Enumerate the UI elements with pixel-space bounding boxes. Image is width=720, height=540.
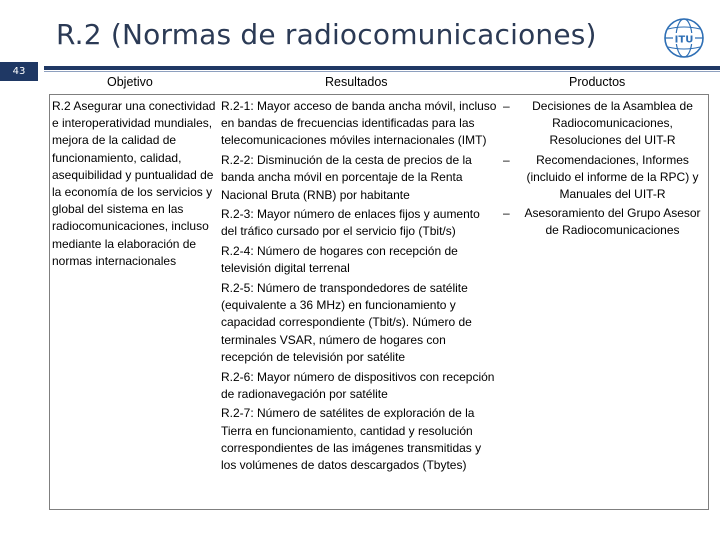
header-objetivo: Objetivo — [107, 75, 153, 89]
itu-logo-icon — [662, 16, 706, 60]
resultado-item: R.2-1: Mayor acceso de banda ancha móvil, incluso en bandas de frecuencias identificadas para las telecomunicaciones móviles internacionales (IMT) — [221, 99, 497, 148]
bullet-dash: – — [503, 206, 510, 221]
slide-title: R.2 (Normas de radiocomunicaciones) — [56, 18, 597, 51]
producto-item — [502, 152, 706, 204]
bullet-dash: – — [503, 99, 510, 113]
resultado-item: R.2-6: Mayor número de dispositivos con recepción de radionavegación por satélite — [221, 369, 495, 401]
resultados-list — [221, 98, 497, 477]
logo-text: ITU — [674, 34, 694, 46]
resultado-item: R.2-2: Disminución de la cesta de precios de la banda ancha móvil en porcentaje de la Renta Nacional Bruta (RNB) por habitante — [221, 153, 472, 202]
resultado-item: R.2-3: Mayor número de enlaces fijos y aumento del tráfico cursado por el servicio fijo (Tbit/s) — [221, 207, 480, 239]
producto-item — [502, 98, 706, 150]
resultado-item: R.2-7: Número de satélites de exploración de la Tierra en funcionamiento, cantidad y resolución correspondientes de las imágenes transmitidas y los volúmenes de datos descargados (Tbytes) — [221, 406, 482, 473]
resultado-item: R.2-4: Número de hogares con recepción de televisión digital terrenal — [221, 244, 458, 276]
producto-text: Asesoramiento del Grupo Asesor de Radiocomunicaciones — [524, 206, 701, 238]
objetivo-text: R.2 Asegurar una conectividad e interoperatividad mundiales, mejora de la calidad de funcionamiento, calidad, asequibilidad y puntualidad de la economía de los servicios y global del sistema en las radiocomunicaciones, incluso mediante la elaboración de normas internacionales — [52, 99, 216, 268]
producto-item — [502, 205, 706, 239]
header-productos: Productos — [569, 75, 626, 89]
producto-text: Decisiones de la Asamblea de Radiocomunicaciones, Resoluciones del UIT-R — [532, 99, 693, 148]
resultado-item: R.2-5: Número de transpondedores de satélite (equivalente a 36 MHz) en funcionamiento y capacidad correspondiente (Tbit/s). Número de terminales VSAR, número de hogares con recepción de televisión por satélite — [221, 281, 472, 364]
title-divider-thin — [44, 71, 720, 72]
page-number: 43 — [0, 62, 38, 81]
productos-list — [502, 98, 706, 242]
producto-text: Recomendaciones, Informes (incluido el informe de la RPC) y Manuales del UIT-R — [526, 152, 699, 202]
title-divider — [44, 66, 720, 70]
bullet-dash: – — [503, 152, 510, 167]
header-resultados: Resultados — [325, 75, 388, 89]
